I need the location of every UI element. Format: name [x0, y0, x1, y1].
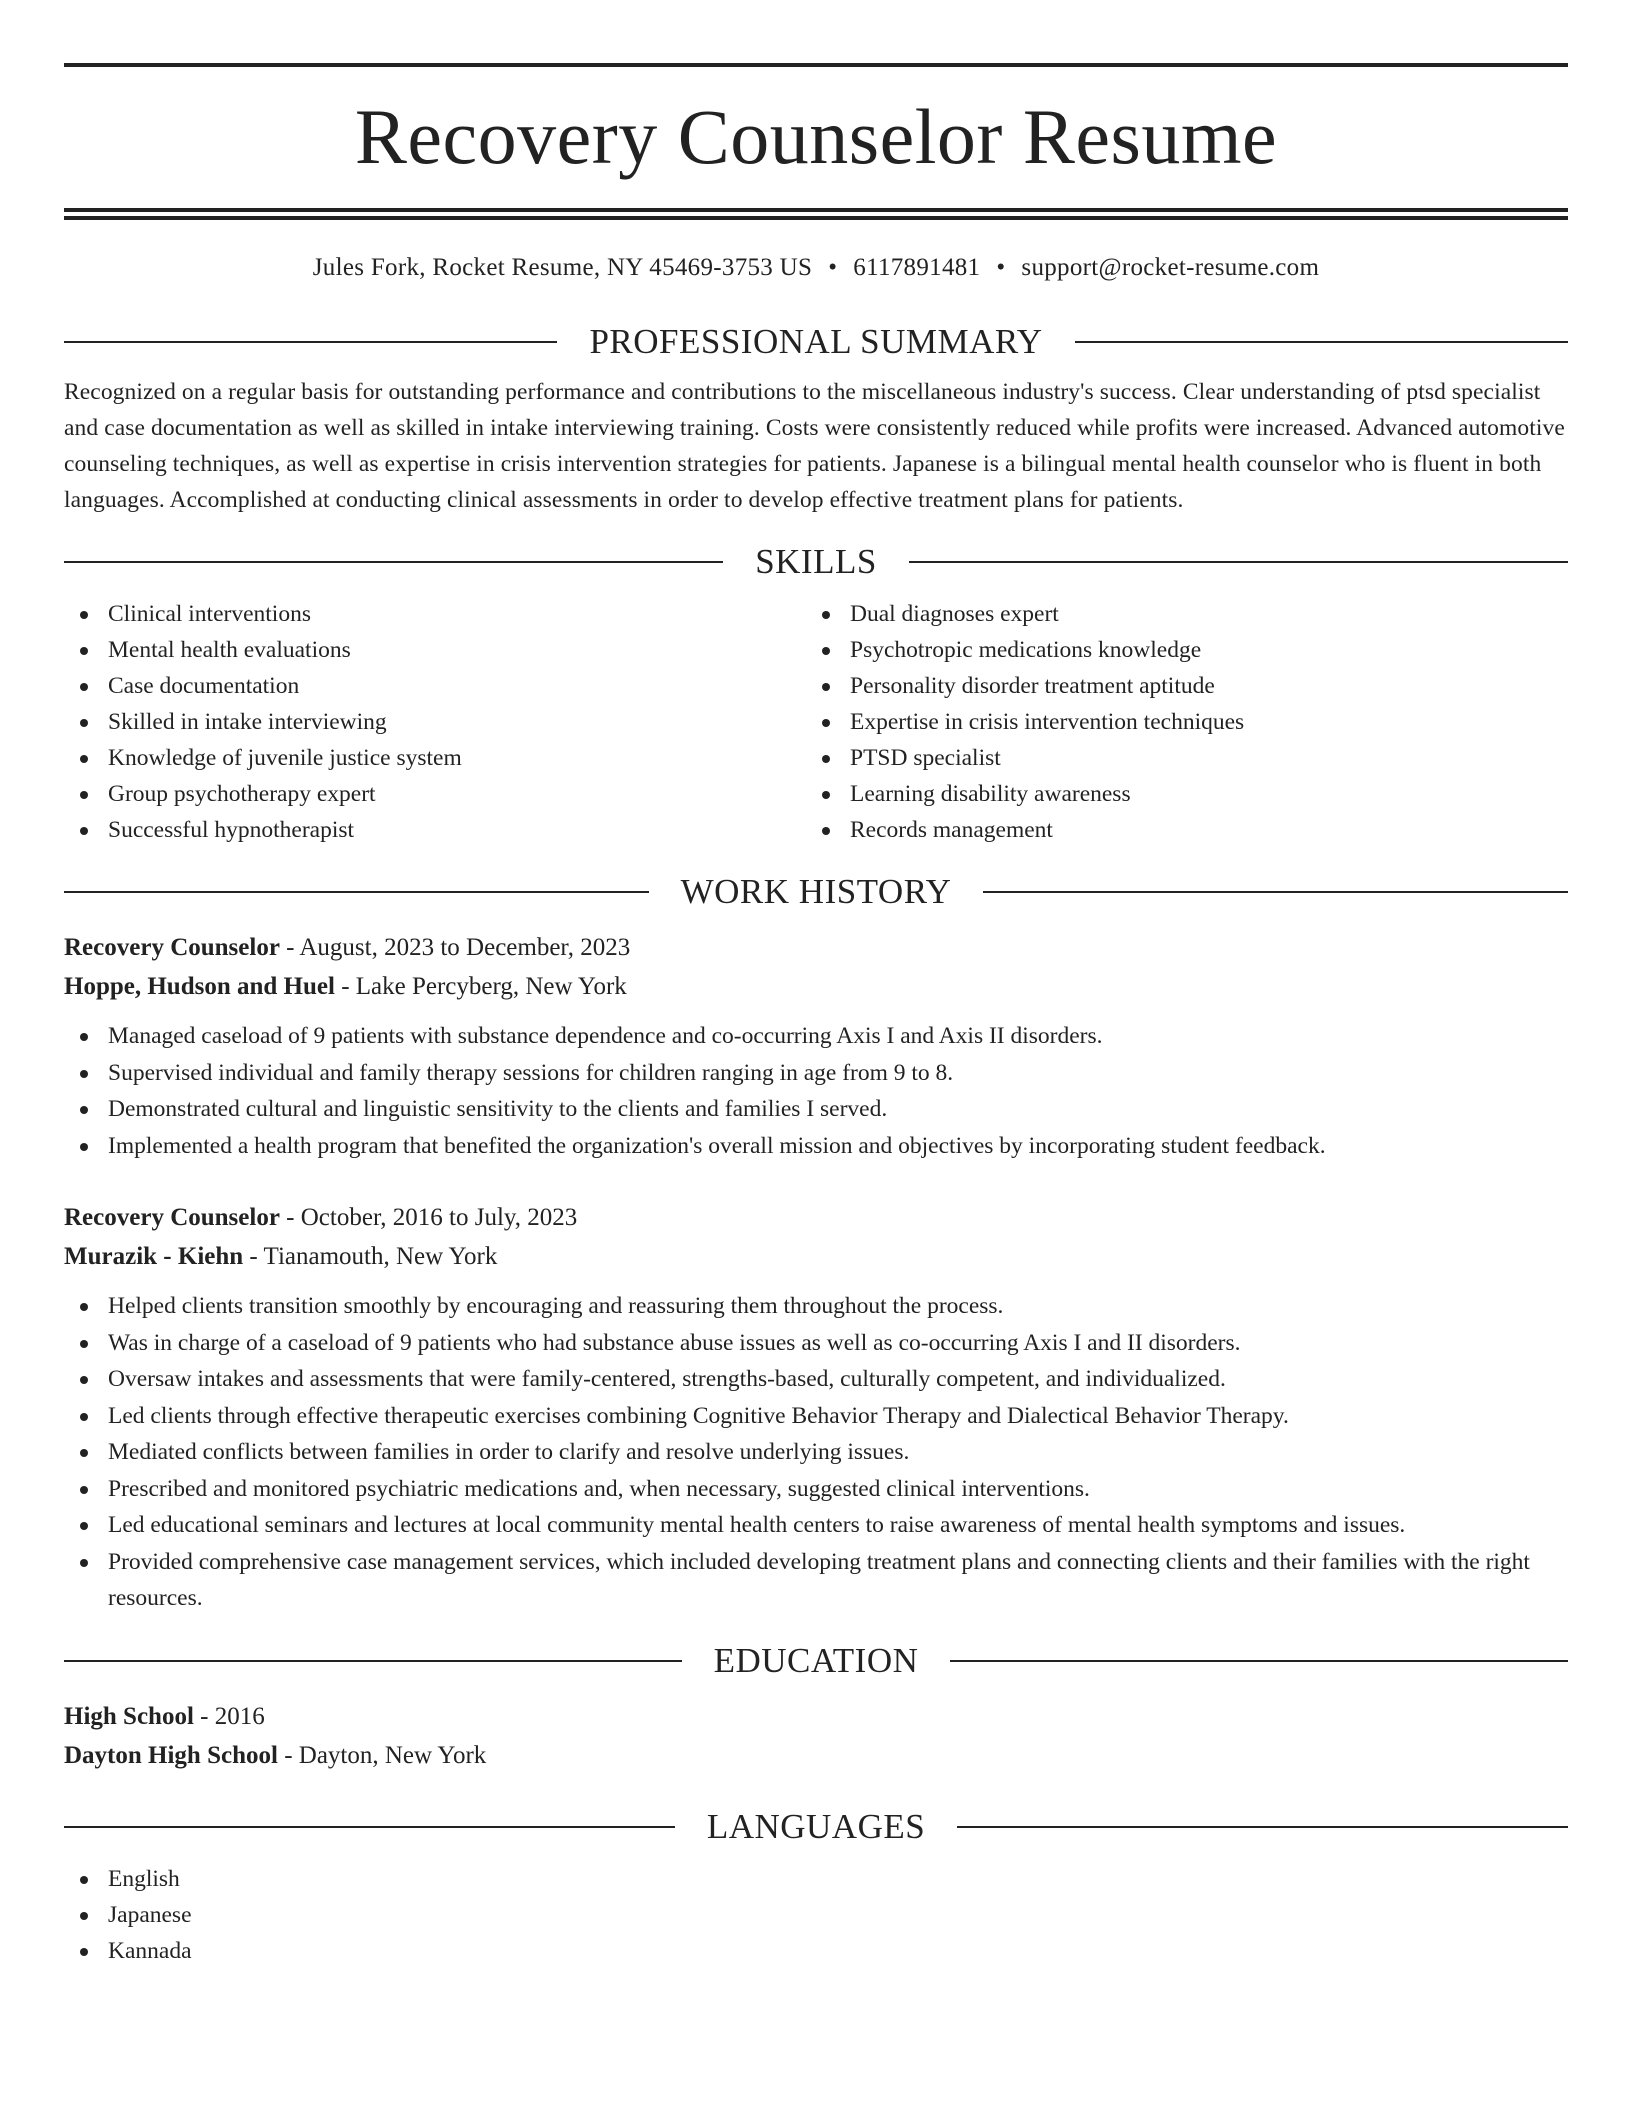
work-section-heading — [64, 870, 1568, 914]
skill-item: Mental health evaluations — [64, 632, 806, 668]
skills-heading: SKILLS — [755, 542, 877, 581]
education-school: Dayton High School — [64, 1741, 278, 1769]
job-entry — [64, 928, 1568, 1164]
job-entry — [64, 1198, 1568, 1617]
job-bullet: Managed caseload of 9 patients with substance dependence and co-occurring Axis I and Axis II disorders. — [64, 1018, 1568, 1055]
languages-heading: LANGUAGES — [706, 1806, 926, 1846]
heading-rule — [1075, 341, 1568, 343]
skill-item: Learning disability awareness — [806, 776, 1548, 812]
languages-section-heading — [64, 1805, 1568, 1849]
job-bullets — [64, 1288, 1568, 1617]
heading-rule — [64, 891, 649, 893]
job-bullet: Supervised individual and family therapy sessions for children ranging in age from 9 to 8. — [64, 1055, 1568, 1092]
education-degree-line — [64, 1697, 1568, 1736]
job-bullet: Demonstrated cultural and linguistic sensitivity to the clients and families I served. — [64, 1091, 1568, 1128]
contact-address: Jules Fork, Rocket Resume, NY 45469-3753 US — [312, 254, 813, 281]
language-item: Japanese — [64, 1897, 1568, 1933]
job-bullet: Led educational seminars and lectures at local community mental health centers to raise awareness of mental health symptoms and issues. — [64, 1507, 1568, 1544]
skill-item: Case documentation — [64, 668, 806, 704]
job-bullets — [64, 1018, 1568, 1164]
education-year: - 2016 — [193, 1702, 265, 1730]
job-bullet: Implemented a health program that benefited the organization's overall mission and objectives by incorporating student feedback. — [64, 1128, 1568, 1165]
skills-section-heading — [64, 540, 1568, 584]
skill-item: Dual diagnoses expert — [806, 596, 1548, 632]
work-heading: WORK HISTORY — [680, 872, 952, 911]
job-company-line — [64, 1237, 1568, 1276]
job-company: Hoppe, Hudson and Huel — [64, 973, 335, 1000]
contact-line — [64, 252, 1568, 284]
skills-column-left — [64, 596, 806, 848]
languages-list — [64, 1861, 1568, 1969]
skill-item: Clinical interventions — [64, 596, 806, 632]
resume-page — [64, 0, 1568, 1969]
skill-item: Personality disorder treatment aptitude — [806, 668, 1548, 704]
education-school-line — [64, 1736, 1568, 1775]
job-location: - Lake Percyberg, New York — [334, 973, 627, 1000]
contact-separator: • — [996, 254, 1006, 281]
heading-rule — [957, 1826, 1568, 1828]
education-entry — [64, 1697, 1568, 1775]
skill-item: Expertise in crisis intervention techniques — [806, 704, 1548, 740]
job-bullet: Helped clients transition smoothly by encouraging and reassuring them throughout the process. — [64, 1288, 1568, 1325]
job-location: - Tianamouth, New York — [243, 1243, 498, 1270]
heading-rule — [64, 1826, 675, 1828]
heading-rule — [983, 891, 1568, 893]
job-role: Recovery Counselor — [64, 1204, 280, 1231]
skills-column-right — [806, 596, 1548, 848]
skill-item: Knowledge of juvenile justice system — [64, 740, 806, 776]
skill-item: PTSD specialist — [806, 740, 1548, 776]
summary-section-heading — [64, 320, 1568, 364]
summary-heading: PROFESSIONAL SUMMARY — [589, 322, 1043, 361]
language-item: Kannada — [64, 1933, 1568, 1969]
heading-rule — [909, 561, 1568, 563]
job-bullet: Oversaw intakes and assessments that were family-centered, strengths-based, culturally competent, and individualized. — [64, 1361, 1568, 1398]
heading-rule — [950, 1660, 1568, 1662]
job-bullet: Prescribed and monitored psychiatric medications and, when necessary, suggested clinical interventions. — [64, 1471, 1568, 1508]
job-bullet: Was in charge of a caseload of 9 patients who had substance abuse issues as well as co-occurring Axis I and II disorders. — [64, 1325, 1568, 1362]
skills-list — [64, 596, 1568, 848]
job-company-line — [64, 967, 1568, 1006]
education-heading: EDUCATION — [713, 1640, 919, 1680]
skill-item: Successful hypnotherapist — [64, 812, 806, 848]
summary-text: Recognized on a regular basis for outstanding performance and contributions to the miscellaneous industry's success. Clear understanding of ptsd specialist and case documentation as well as skilled in intake interviewing training. Costs were consistently reduced while profits were increased. Advanced automotive counseling techniques, as well as expertise in crisis intervention strategies for patients. Japanese is a bilingual mental health counselor who is fluent in both languages. Accomplished at conducting clinical assessments in order to develop effective treatment plans for patients. — [64, 379, 1565, 513]
contact-email: support@rocket-resume.com — [1021, 254, 1320, 281]
job-bullet: Led clients through effective therapeutic exercises combining Cognitive Behavior Therapy and Dialectical Behavior Therapy. — [64, 1398, 1568, 1435]
job-company: Murazik - Kiehn — [64, 1243, 244, 1270]
contact-phone: 6117891481 — [853, 254, 981, 281]
education-section-heading — [64, 1639, 1568, 1683]
job-role: Recovery Counselor — [64, 934, 280, 961]
job-dates: - October, 2016 to July, 2023 — [279, 1204, 578, 1231]
heading-rule — [64, 341, 557, 343]
heading-rule — [64, 561, 723, 563]
job-dates: - August, 2023 to December, 2023 — [279, 934, 631, 961]
skill-item: Psychotropic medications knowledge — [806, 632, 1548, 668]
title-double-rule — [64, 208, 1568, 220]
resume-title: Recovery Counselor Resume — [354, 93, 1278, 180]
top-rule — [64, 63, 1568, 67]
skill-item: Skilled in intake interviewing — [64, 704, 806, 740]
heading-rule — [64, 1660, 682, 1662]
skill-item: Group psychotherapy expert — [64, 776, 806, 812]
skill-item: Records management — [806, 812, 1548, 848]
language-item: English — [64, 1861, 1568, 1897]
contact-separator: • — [828, 254, 838, 281]
job-bullet: Mediated conflicts between families in order to clarify and resolve underlying issues. — [64, 1434, 1568, 1471]
job-title-line — [64, 928, 1568, 967]
job-bullet: Provided comprehensive case management services, which included developing treatment plans and connecting clients and their families with the right resources. — [64, 1544, 1568, 1617]
job-title-line — [64, 1198, 1568, 1237]
education-degree: High School — [64, 1702, 194, 1730]
education-location: - Dayton, New York — [277, 1741, 487, 1769]
